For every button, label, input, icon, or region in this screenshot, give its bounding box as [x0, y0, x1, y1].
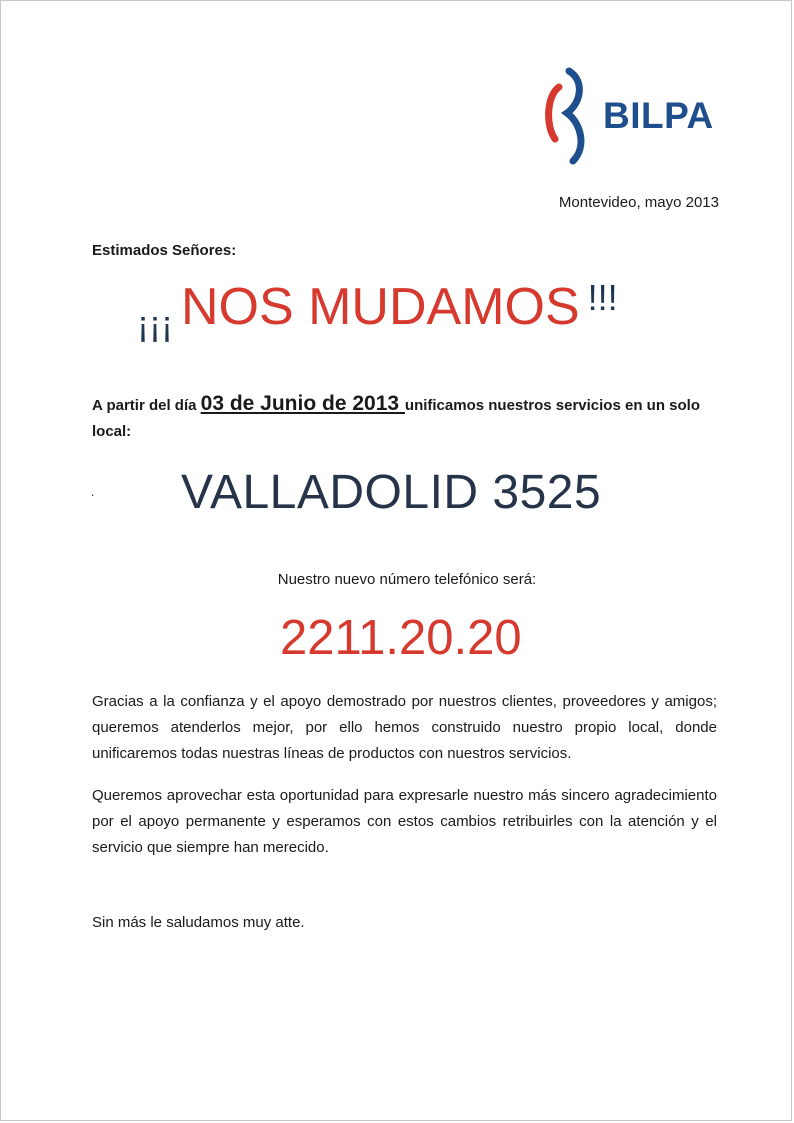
bilpa-logo-text: BILPA — [603, 95, 714, 136]
new-address: VALLADOLID 3525 — [181, 466, 602, 519]
stray-dot: . — [91, 485, 95, 499]
intro-before: A partir del día — [92, 397, 201, 414]
letter-date: Montevideo, mayo 2013 — [558, 194, 719, 211]
phone-number: 2211.20.20 — [280, 611, 522, 665]
thanks-paragraph: Gracias a la confianza y el apoyo demostrado por nuestros clientes, proveedores y amigos; queremos atenderlos mejor, por ello hemos construido nuestro propio local, donde unificaremos todas nuestras líneas de productos con nuestros servicios. — [92, 693, 717, 762]
closing-line: Sin más le saludamos muy atte. — [92, 914, 305, 931]
intro-paragraph — [92, 391, 732, 445]
greeting: Estimados Señores: — [92, 242, 237, 259]
headline-main: NOS MUDAMOS — [180, 278, 580, 336]
move-date: 03 de Junio de 2013 — [200, 392, 405, 415]
bilpa-emblem-icon — [541, 67, 597, 165]
intro-after: unificamos nuestros servicios en un solo local: — [92, 397, 700, 440]
bilpa-logo — [541, 67, 714, 165]
headline-open-exclamations: ¡¡¡ — [137, 303, 173, 344]
gratitude-paragraph: Queremos aprovechar esta oportunidad para expresarle nuestro más sincero agradecimiento por el apoyo permanente y esperamos con estos cambios retribuirles con la atención y el servicio que siempre han merecido. — [92, 787, 717, 856]
headline-close-exclamations: !!! — [587, 277, 618, 318]
phone-label: Nuestro nuevo número telefónico será: — [277, 571, 537, 588]
headline — [137, 277, 618, 345]
